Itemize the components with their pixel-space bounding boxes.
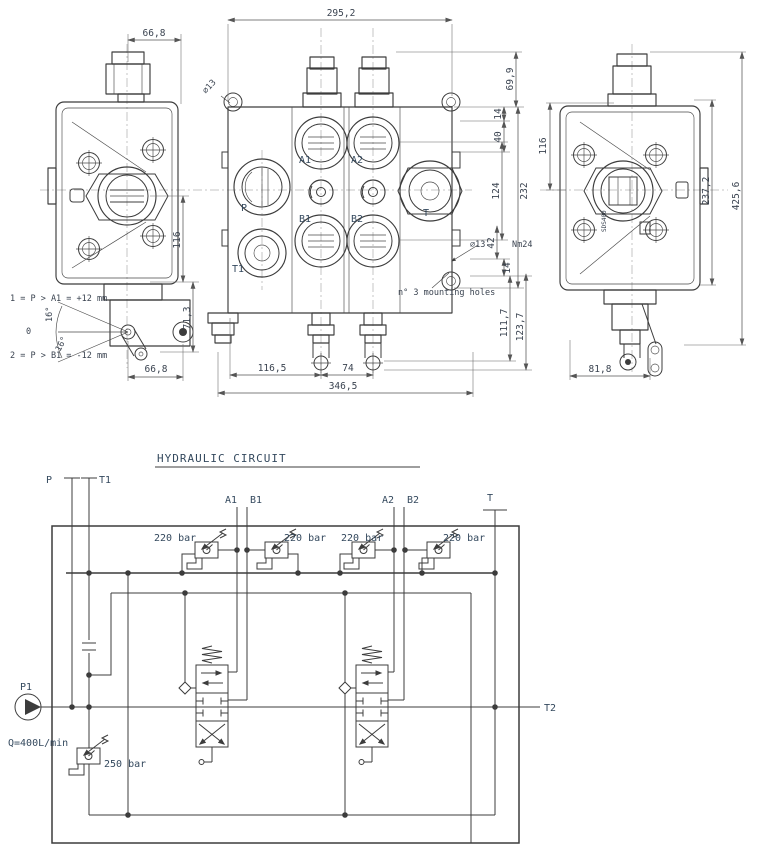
lever-position-0-note: 0	[26, 327, 32, 337]
right-view-lever	[604, 290, 662, 376]
pilot-cap-1	[303, 57, 341, 107]
lever-position-1-note: 1 = P > A1 = +12 mm	[10, 294, 108, 304]
front-view-dimensions	[218, 8, 532, 397]
dim-left-height: 116	[172, 231, 183, 249]
dim-left-bottom: 66,8	[144, 364, 168, 375]
spool-valve-2	[356, 646, 388, 765]
lever-angle-2: 16°	[53, 335, 70, 354]
circuit-title: HYDRAULIC CIRCUIT	[157, 452, 287, 465]
check-valve-2	[339, 682, 351, 694]
dim-237-2: 237,2	[701, 176, 712, 206]
circuit-port-b2: B2	[407, 495, 420, 506]
label-port-t: T	[423, 208, 430, 219]
mounting-holes-note: n° 3 mounting holes	[398, 288, 496, 298]
label-port-t1: T1	[232, 264, 245, 275]
spool-valve-1	[196, 646, 228, 765]
relief-b2-setting: 220 bar	[443, 533, 486, 544]
label-port-b1: B1	[299, 214, 312, 225]
hole-dia-callout-top: ⌀13	[200, 77, 219, 97]
pump-flow: Q=400L/min	[8, 738, 69, 749]
lever-angle-1: 16°	[45, 306, 55, 322]
right-view-dimensions	[538, 52, 746, 380]
dim-front-width: 295,2	[326, 8, 356, 19]
dim-81-8: 81,8	[588, 364, 612, 375]
relief-a2-setting: 220 bar	[341, 533, 384, 544]
label-port-a1: A1	[299, 155, 312, 166]
pilot-cap-2	[355, 57, 393, 107]
dim-116-5: 116,5	[257, 363, 287, 374]
junction-dots	[69, 547, 498, 818]
dim-111-7: 111,7	[499, 308, 510, 338]
hydraulic-circuit	[8, 452, 556, 843]
circuit-port-p: P	[46, 475, 53, 486]
right-side-view	[538, 52, 746, 380]
lever-position-2-note: 2 = P > B1 = -12 mm	[10, 351, 108, 361]
dim-14-bottom: 14	[502, 262, 513, 274]
label-port-a2: A2	[351, 155, 364, 166]
hex-plug-stack	[208, 313, 238, 343]
torque-callout: Nm24	[512, 240, 533, 250]
dim-lever-height: 71,3	[182, 306, 193, 330]
hole-dia-callout: ⌀13	[470, 240, 486, 250]
dim-42: 42	[486, 237, 497, 249]
check-valve-1	[179, 682, 191, 694]
dim-69-9: 69,9	[505, 67, 516, 91]
circuit-port-b1: B1	[250, 495, 263, 506]
dim-425-6: 425,6	[731, 181, 742, 211]
label-port-b2: B2	[351, 214, 364, 225]
dim-123-7: 123,7	[515, 312, 526, 342]
circuit-port-t1: T1	[99, 475, 112, 486]
dim-346-5: 346,5	[328, 381, 358, 392]
relief-b1-setting: 220 bar	[284, 533, 327, 544]
dim-232: 232	[519, 182, 530, 200]
screw-bosses-right-view	[571, 142, 669, 243]
relief-a1-setting: 220 bar	[154, 533, 197, 544]
circuit-port-a1: A1	[225, 495, 238, 506]
dim-14-top: 14	[493, 108, 504, 120]
dim-40: 40	[493, 131, 504, 143]
pump-label: P1	[20, 682, 33, 693]
label-port-p: P	[241, 203, 248, 214]
front-view	[201, 8, 533, 397]
left-side-view	[10, 28, 199, 381]
dim-74: 74	[342, 363, 354, 374]
circuit-port-t2: T2	[544, 703, 557, 714]
dim-124: 124	[491, 182, 502, 200]
dim-left-top: 66,8	[142, 28, 166, 39]
main-relief-setting: 250 bar	[104, 759, 147, 770]
body-marking: SDS400	[601, 210, 608, 232]
dim-right-116: 116	[538, 137, 549, 155]
circuit-port-t: T	[487, 493, 494, 504]
circuit-port-a2: A2	[382, 495, 395, 506]
lever-stroke-notes	[10, 294, 107, 361]
screw-bosses-left-view	[76, 137, 166, 262]
